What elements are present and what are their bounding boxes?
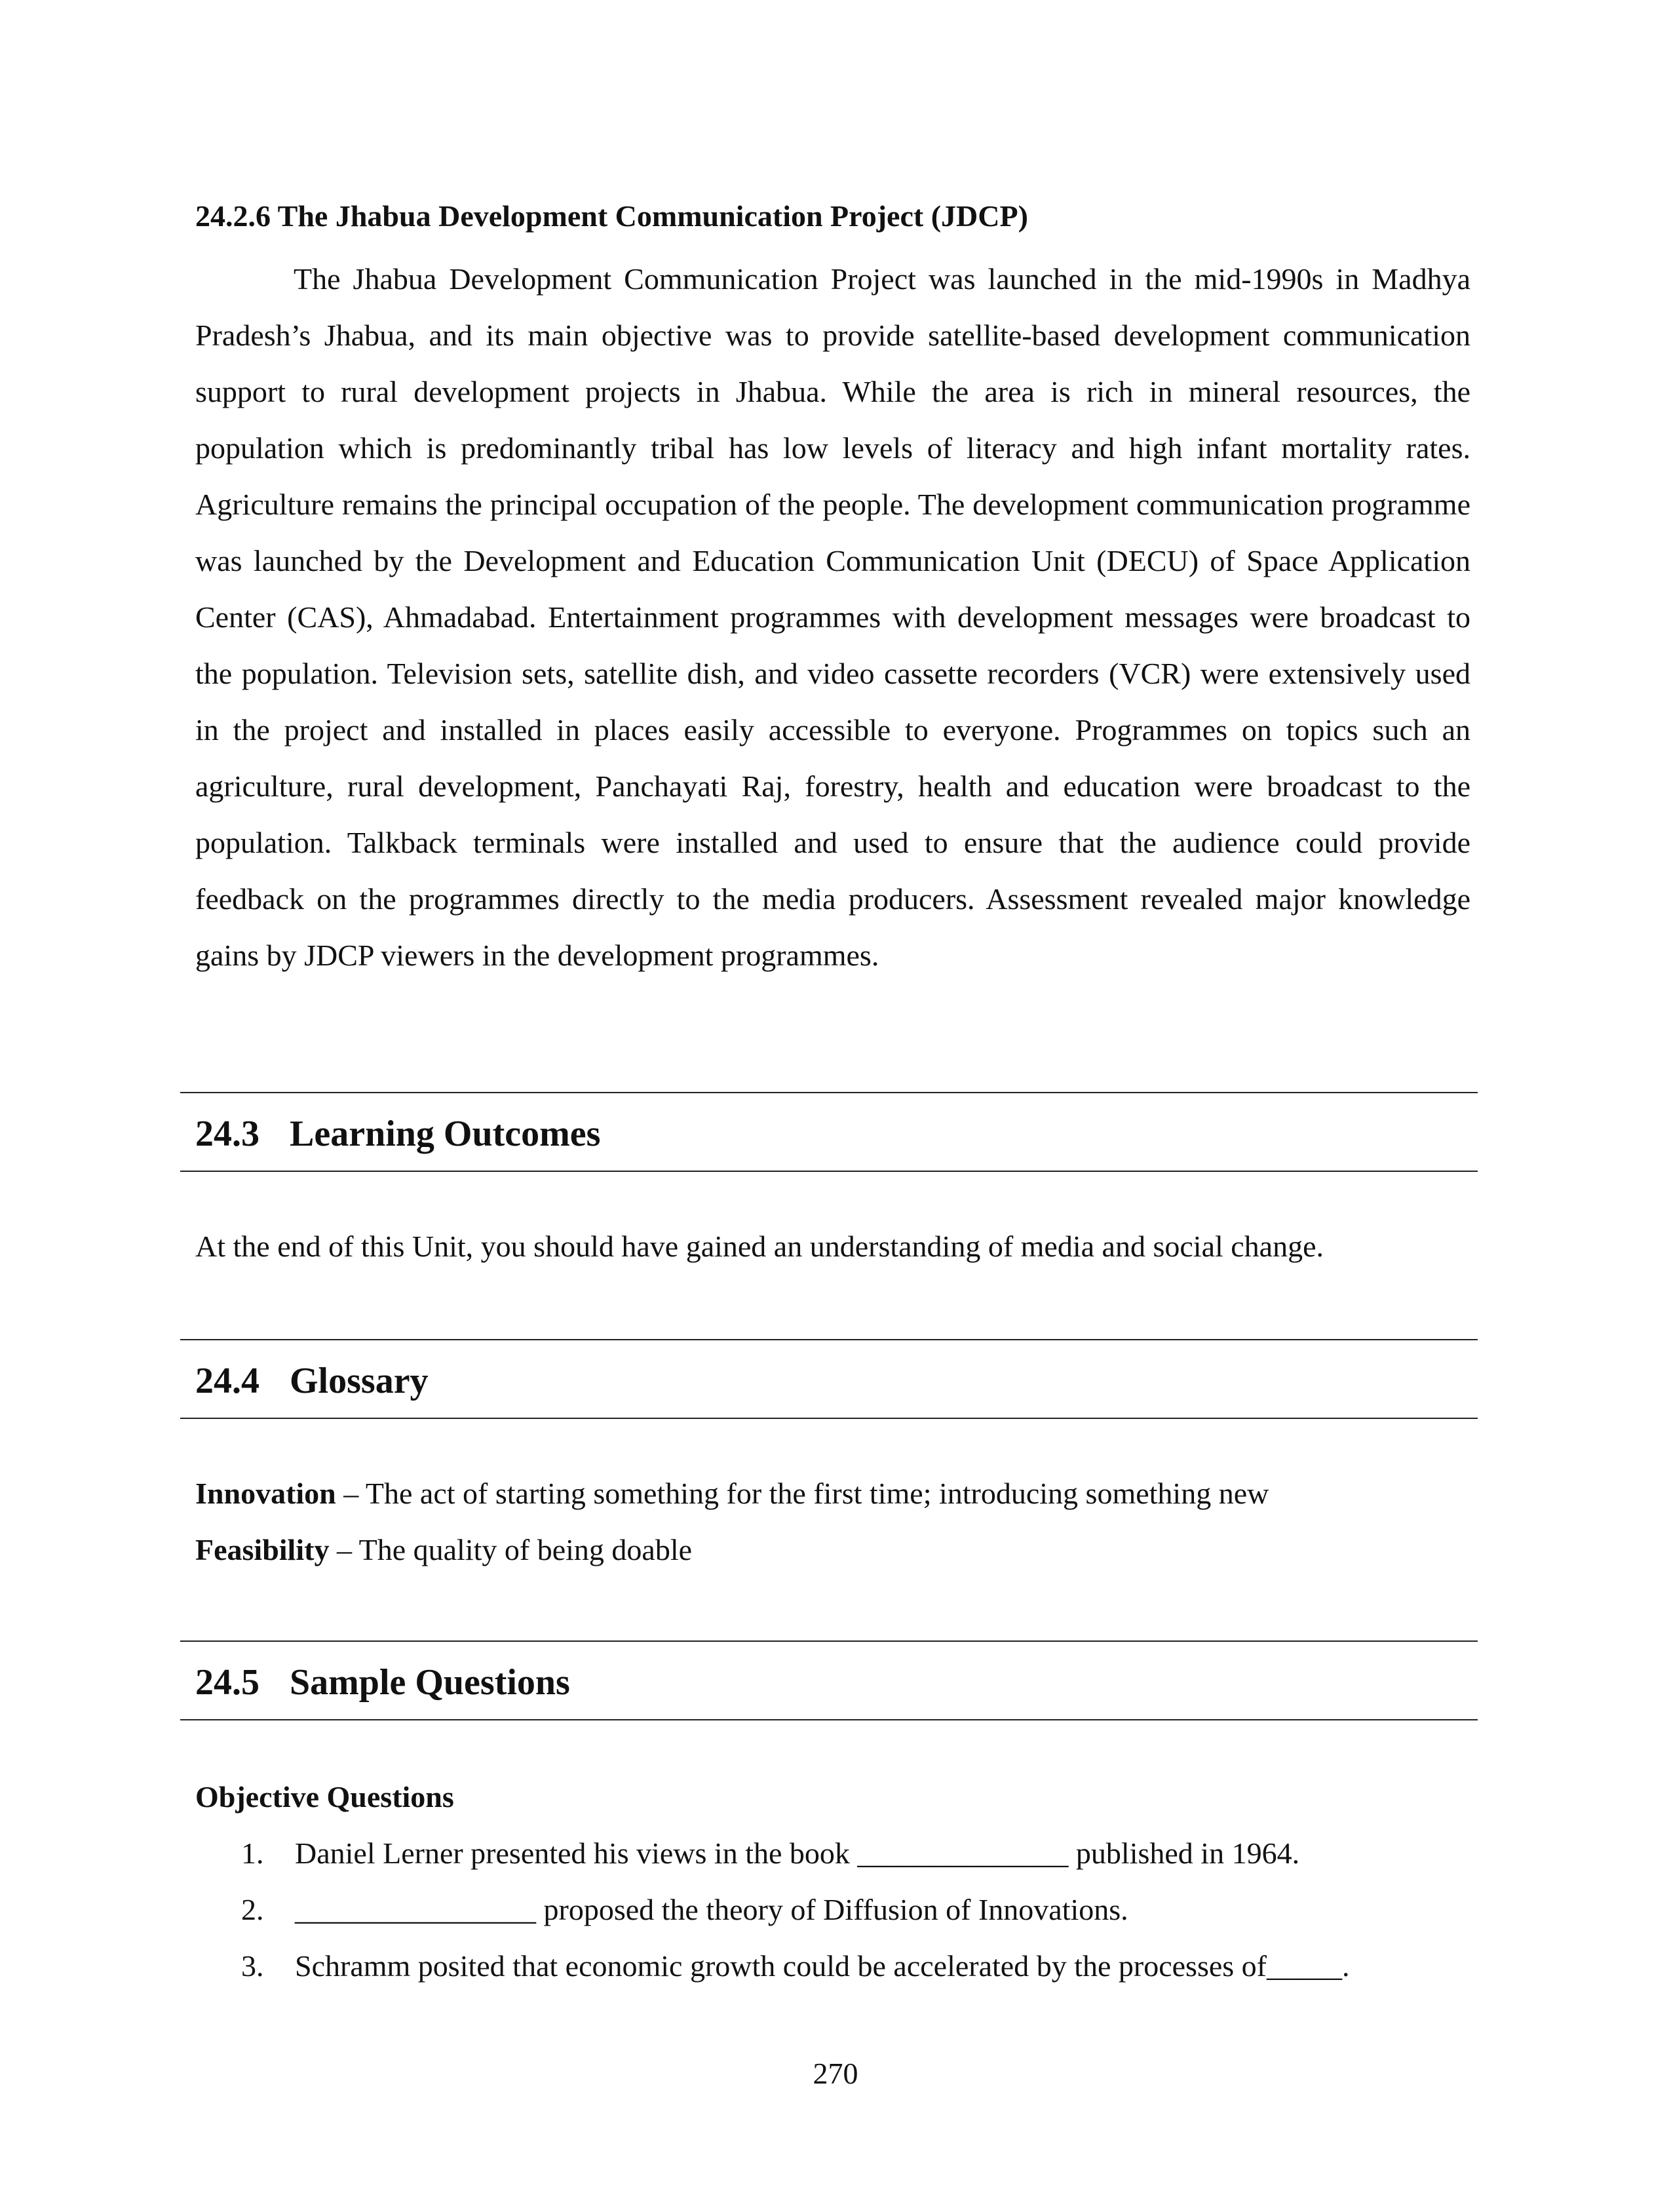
- section-heading-learning-outcomes: [195, 1108, 600, 1160]
- section-title: Glossary: [290, 1361, 429, 1401]
- section-rule-top: [180, 1092, 1478, 1093]
- section-title: Learning Outcomes: [290, 1114, 601, 1154]
- question-text: ________________ proposed the theory of Diffusion of Innovations.: [295, 1893, 1128, 1926]
- question-text: Schramm posited that economic growth could be accelerated by the processes of_____.: [295, 1949, 1350, 1983]
- glossary-entry: [195, 1473, 1269, 1515]
- section-number: 24.5: [195, 1662, 259, 1703]
- glossary-term: Innovation: [195, 1477, 336, 1510]
- section-heading-sample-questions: [195, 1656, 570, 1709]
- section-rule-bottom: [180, 1418, 1478, 1419]
- section-rule-bottom: [180, 1171, 1478, 1172]
- page-number: 270: [813, 2057, 858, 2090]
- section-rule-bottom: [180, 1719, 1478, 1720]
- subsection-heading: 24.2.6 The Jhabua Development Communication Project (JDCP): [195, 199, 1028, 233]
- section-number: 24.4: [195, 1361, 259, 1401]
- glossary-term: Feasibility: [195, 1533, 330, 1566]
- learning-outcomes-text: At the end of this Unit, you should have gained an understanding of media and social change.: [195, 1230, 1324, 1263]
- glossary-entry: [195, 1529, 692, 1571]
- section-number: 24.3: [195, 1114, 259, 1154]
- section-rule-top: [180, 1339, 1478, 1340]
- section-title: Sample Questions: [290, 1662, 570, 1703]
- glossary-definition: – The act of starting something for the first time; introducing something new: [336, 1477, 1269, 1510]
- question-item: [241, 1945, 1349, 1987]
- question-number: 1.: [241, 1836, 264, 1870]
- objective-questions-heading: Objective Questions: [195, 1780, 454, 1814]
- question-number: 2.: [241, 1893, 264, 1926]
- question-number: 3.: [241, 1949, 264, 1983]
- body-paragraph: The Jhabua Development Communication Project was launched in the mid-1990s in Madhya Pradesh’s Jhabua, and its main objective was to provide satellite-based development communication support to rural development projects in Jhabua. While the area is rich in mineral resources, the population which is predominantly tribal has low levels of literacy and high infant mortality rates. Agriculture remains the principal occupation of the people. The development communication programme was launched by the Development and Education Communication Unit (DECU) of Space Application Center (CAS), Ahmadabad. Entertainment programmes with development messages were broadcast to the population. Television sets, satellite dish, and video cassette recorders (VCR) were extensively used in the project and installed in places easily accessible to everyone. Programmes on topics such an agriculture, rural development, Panchayati Raj, forestry, health and education were broadcast to the population. Talkback terminals were installed and used to ensure that the audience could provide feedback on the programmes directly to the media producers. Assessment revealed major knowledge gains by JDCP viewers in the development programmes.: [195, 262, 1470, 972]
- glossary-definition: – The quality of being doable: [329, 1533, 693, 1566]
- question-item: [241, 1833, 1299, 1874]
- question-text: Daniel Lerner presented his views in the book ______________ published in 1964.: [295, 1836, 1300, 1870]
- question-item: [241, 1889, 1128, 1931]
- section-heading-glossary: [195, 1355, 429, 1407]
- section-rule-top: [180, 1640, 1478, 1642]
